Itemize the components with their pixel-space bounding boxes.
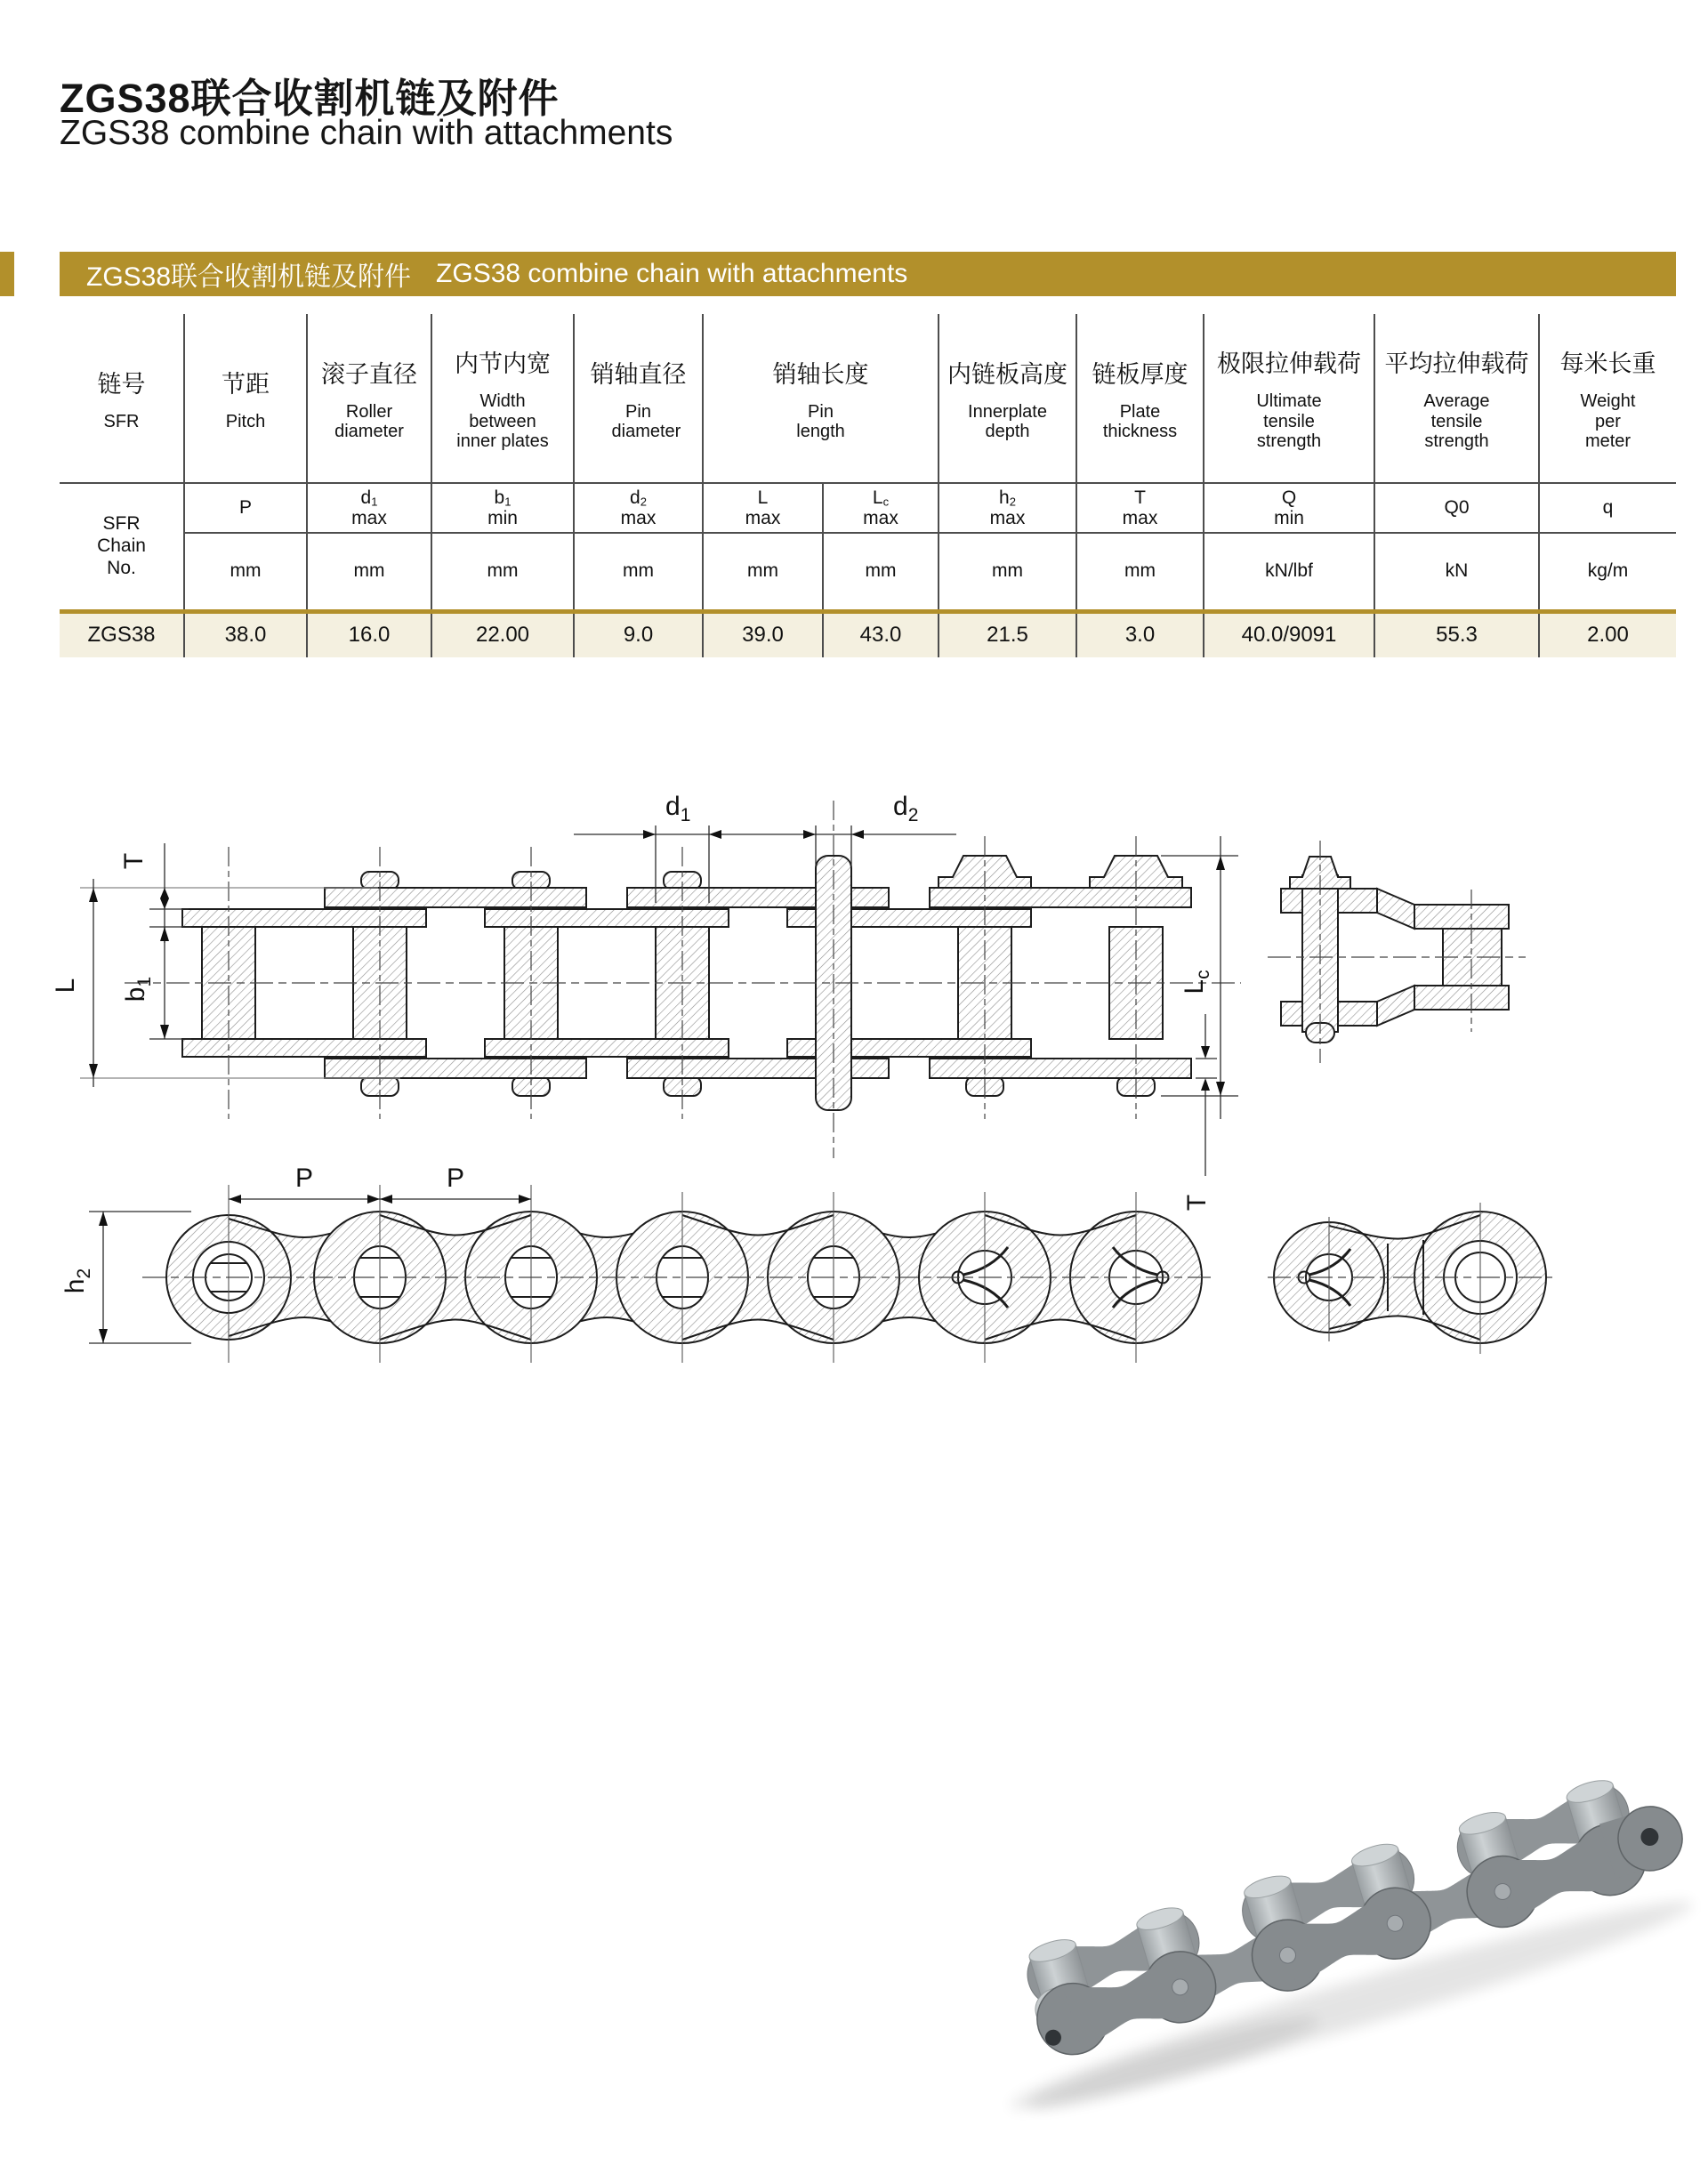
header-cn: 每米长重 [1559,350,1656,378]
unit-cell: mm [431,533,574,611]
symbol-cell: P [184,483,307,533]
unit-cell: mm [823,533,939,611]
plan-view-drawing [60,1164,1214,1363]
symbol-cell: Q min [1204,483,1374,533]
product-photo [969,1761,1708,2129]
symbol-cell: L max [703,483,823,533]
symbol-cell: d1 max [307,483,431,533]
header-cn: 内节内宽 [455,350,551,378]
header-cn: 极限拉伸载荷 [1217,350,1361,378]
value-cell: 38.0 [184,611,307,657]
value-cell: 39.0 [703,611,823,657]
unit-cell: mm [574,533,703,611]
header-en: Roller diameter [334,401,404,441]
banner-label-cn: ZGS38联合收割机链及附件 [86,262,412,292]
symbol-cell: T max [1076,483,1204,533]
header-cn: 销轴长度 [772,360,869,388]
unit-cell: mm [939,533,1076,611]
page-title-cn: ZGS38联合收割机链及附件 [60,76,560,121]
connecting-link-side-view [1281,857,1509,1043]
dimension-label-p1: P [294,1164,314,1193]
value-cell: 22.00 [431,611,574,657]
symbol-cell: h2 max [939,483,1076,533]
dimension-label-b1: $b_1$ [121,976,155,1003]
dimension-label-d2: $d_2$ [893,792,919,825]
header-cn: 平均拉伸载荷 [1384,350,1529,378]
header-en: Pin diameter [611,401,681,441]
header-en: Average tensile strength [1423,391,1490,452]
header-cn: 销轴直径 [590,360,687,388]
unit-cell: kN/lbf [1204,533,1374,611]
header-cn: 链板厚度 [1092,360,1188,388]
symbol-cell: Lc max [823,483,939,533]
header-en: SFR [103,411,140,431]
symbol-cell: d2 max [574,483,703,533]
dimension-label-t-bottom: T [1182,1194,1212,1212]
value-cell: 9.0 [574,611,703,657]
dimension-label-p2: P [446,1164,465,1193]
unit-cell: mm [184,533,307,611]
header-en: Weight per meter [1580,391,1636,452]
header-cn: 内链板高度 [947,360,1068,388]
value-cell: 40.0/9091 [1204,611,1374,657]
side-view-centerlines [125,801,1241,1158]
unit-cell: mm [703,533,823,611]
header-en: Width between inner plates [456,391,549,452]
stub-line: SFR [102,513,141,535]
header-en: Pin length [796,401,845,441]
unit-cell: mm [307,533,431,611]
value-cell: 21.5 [939,611,1076,657]
stub-line: No. [107,557,136,578]
chain-no-cell: ZGS38 [60,611,184,657]
value-cell: 43.0 [823,611,939,657]
value-cell: 2.00 [1539,611,1676,657]
connecting-link-plan-view [1268,1203,1552,1354]
symbol-cell: Q0 [1374,483,1539,533]
dimension-label-l: L [51,978,80,994]
dimension-label-lc: $L_c$ [1180,970,1213,994]
unit-cell: kN [1374,533,1539,611]
value-cell: 16.0 [307,611,431,657]
page-title-en: ZGS38 combine chain with attachments [60,114,673,152]
header-en: Ultimate tensile strength [1256,391,1322,452]
header-en: Innerplate depth [968,401,1047,441]
symbol-cell: q [1539,483,1676,533]
dimension-label-t-top: T [119,852,149,870]
banner-label-en: ZGS38 combine chain with attachments [436,259,908,288]
symbol-cell: b1 min [431,483,574,533]
dimension-label-d1: $d_1$ [665,792,691,825]
header-cn: 滚子直径 [321,360,417,388]
unit-cell: kg/m [1539,533,1676,611]
unit-cell: mm [1076,533,1204,611]
header-cn: 节距 [222,370,270,398]
header-cn: 链号 [97,370,146,398]
stub-line: Chain [97,535,146,556]
header-en: Pitch [225,411,266,431]
value-cell: 55.3 [1374,611,1539,657]
value-cell: 3.0 [1076,611,1204,657]
header-en: Plate thickness [1102,401,1178,441]
dimension-label-h2: $h_2$ [60,1268,94,1294]
